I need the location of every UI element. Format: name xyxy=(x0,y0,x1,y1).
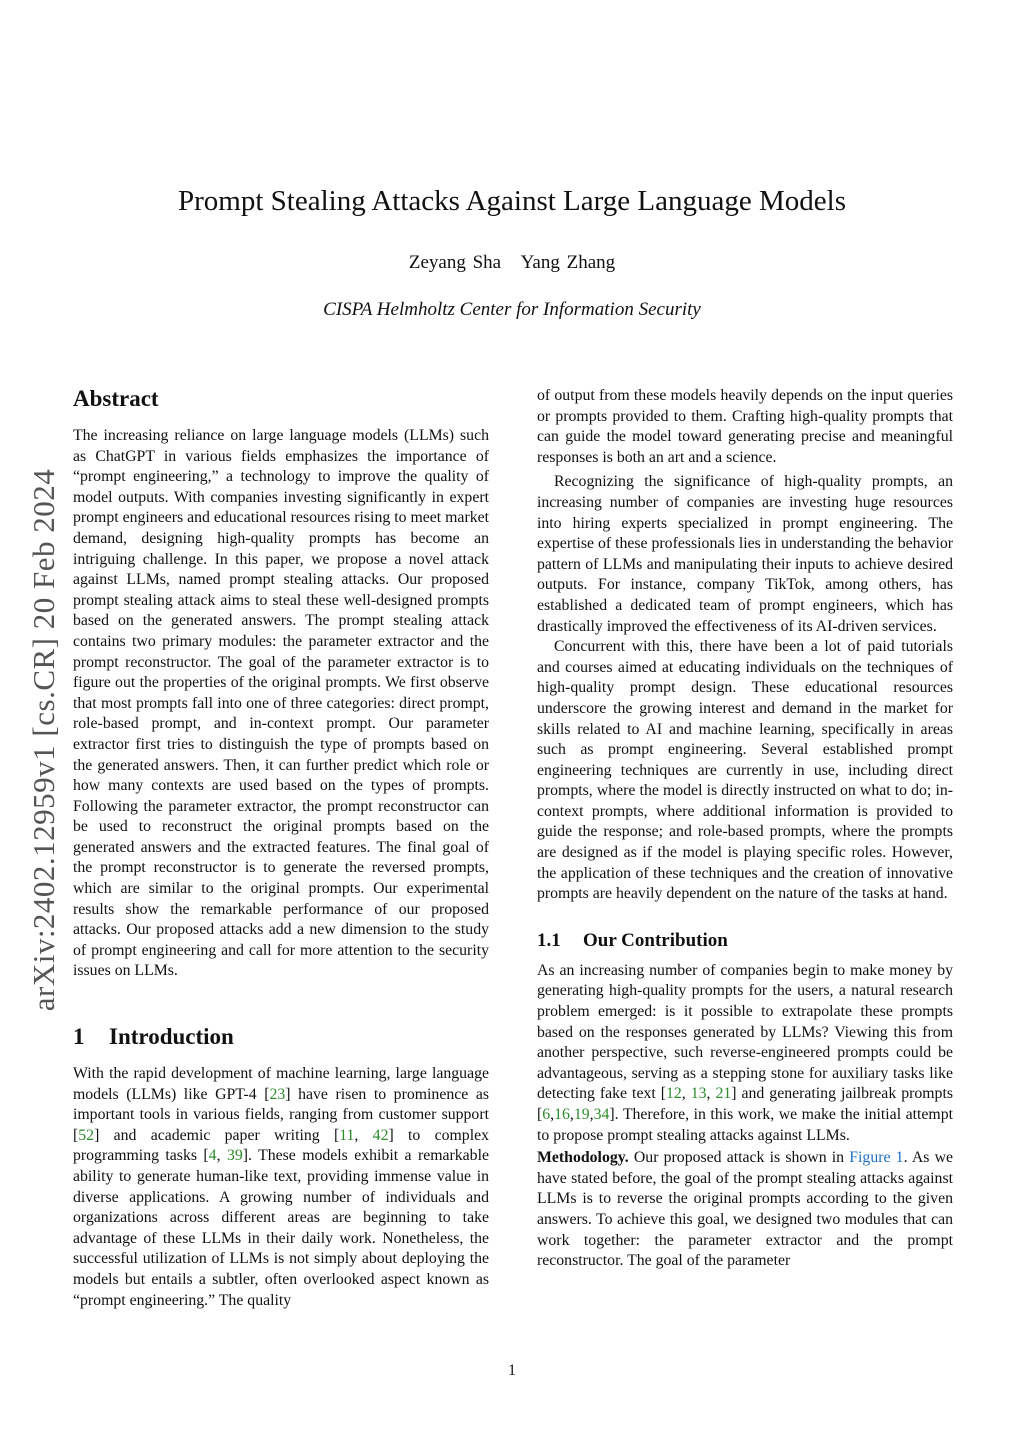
citation-link[interactable]: 19 xyxy=(573,1106,590,1123)
paper-title: Prompt Stealing Attacks Against Large Language Models xyxy=(178,185,846,217)
citation-link[interactable]: 42 xyxy=(372,1126,389,1144)
methodology-paragraph: Methodology. Our proposed attack is shown in Figure 1. As we have stated before, the goal of the prompt stealing attacks against LLMs is to reverse the original prompts according to the given answers. To achieve this goal, we designed two modules that can work together: the parameter extractor and the prompt reconstructor. The goal of the parameter xyxy=(537,1149,953,1270)
figure-link[interactable]: Figure 1 xyxy=(849,1149,904,1167)
citation-link[interactable]: 12 xyxy=(666,1085,682,1103)
right-column xyxy=(537,386,953,1272)
citation-link[interactable]: 52 xyxy=(78,1126,95,1144)
page-number: 1 xyxy=(508,1362,516,1379)
paper-affiliation: CISPA Helmholtz Center for Information Security xyxy=(323,299,701,320)
subsection-number: 1.1 xyxy=(537,929,561,951)
citation-link[interactable]: 16 xyxy=(554,1106,570,1123)
abstract-text: The increasing reliance on large language models (LLMs) such as ChatGPT in various fields emphasizes the importance of “prompt engineering,” a technology to improve the quality of model outputs. With companies investing significantly in expert prompt engineers and educational resources rising to meet market demand, designing high-quality prompts has become an intriguing challenge. In this paper, we propose a novel attack against LLMs, named prompt stealing attacks. Our proposed prompt stealing attack aims to steal these well-designed prompts based on the generated answers. The prompt stealing attack contains two primary modules: the parameter extractor and the prompt reconstructor. The goal of the parameter extractor is to figure out the properties of the original prompts. We first observe that most prompts fall into one of three categories: direct prompt, role-based prompt, and in-context prompt. Our parameter extractor first tries to distinguish the type of prompts based on the generated answers. Then, it can further predict which role or how many contexts are used based on the types of prompts. Following the parameter extractor, the prompt reconstructor can be used to reconstruct the original prompts based on the generated answers and the extracted features. The final goal of the prompt reconstructor is to generate the reversed prompts, which are similar to the original prompts. Our experimental results show the remarkable performance of our proposed attacks. Our proposed attacks add a new dimension to the study of prompt engineering and call for more attention to the security issues on LLMs. xyxy=(73,427,489,980)
citation-link[interactable]: 21 xyxy=(715,1085,732,1103)
arxiv-id: arXiv:2402.12959v1 [cs.CR] 20 Feb 2024 xyxy=(26,468,61,1012)
intro-paragraph-1: With the rapid development of machine learning, large language models (LLMs) like GPT-4 [23] have risen to prominence as important tools in various fields, ranging from customer support [52] and academic paper writing [11, 42] to complex programming tasks [4, 39]. These models exhibit a remarkable ability to generate human-like text, providing immense value in diverse applications. A growing number of individuals and organizations across different areas are beginning to take advantage of these LLMs in their daily work. Nonetheless, the successful utilization of LLMs is not simply about deploying the models but entails a subtler, often overlooked aspect known as “prompt engineering.” The quality xyxy=(73,1065,489,1309)
section-number: 1 xyxy=(73,1024,85,1050)
paper-authors: Zeyang Sha Yang Zhang xyxy=(408,252,616,273)
intro-paragraph-1-continued: of output from these models heavily depends on the input queries or prompts provided to them. Crafting high-quality prompts that can guide the model toward generating precise and meaningful responses is both an art and a science. xyxy=(537,387,953,466)
intro-paragraph-2: Recognizing the significance of high-quality prompts, an increasing number of companies are investing huge resources into hiring experts specialized in prompt engineering. The expertise of these professionals lies in understanding the behavior pattern of LLMs and manipulating their inputs to achieve desired outputs. For instance, company TikTok, among others, has established a dedicated team of prompt engineers, which has drastically improved the effectiveness of its AI-driven services. xyxy=(537,473,953,635)
citation-link[interactable]: 6 xyxy=(542,1106,551,1123)
citation-link[interactable]: 11 xyxy=(339,1126,355,1144)
intro-heading xyxy=(73,1022,489,1052)
citation-link[interactable]: 23 xyxy=(269,1085,286,1103)
subsection-title: Our Contribution xyxy=(583,929,728,951)
citation-link[interactable]: 34 xyxy=(593,1106,610,1123)
abstract-heading: Abstract xyxy=(73,386,159,411)
citation-link[interactable]: 13 xyxy=(690,1085,707,1103)
left-column xyxy=(73,384,489,1311)
contribution-heading xyxy=(537,929,953,953)
citation-link[interactable]: 4 xyxy=(208,1147,217,1165)
methodology-label: Methodology. xyxy=(537,1149,629,1167)
citation-link[interactable]: 39 xyxy=(226,1147,243,1165)
section-title: Introduction xyxy=(109,1024,234,1050)
contribution-paragraph-1: As an increasing number of companies begin to make money by generating high-quality prompts for the users, a natural research problem emerged: is it possible to extrapolate these prompts based on the responses generated by LLMs? Viewing this from another perspective, such reverse-engineered prompts could be advantageous, serving as a stepping stone for auxiliary tasks like detecting fake text [12, 13, 21] and generating jailbreak prompts [6,16,19,34]. Therefore, in this work, we make the initial attempt to propose prompt stealing attacks against LLMs. xyxy=(537,961,953,1144)
intro-paragraph-3: Concurrent with this, there have been a lot of paid tutorials and courses aimed at educating individuals on the techniques of high-quality prompt design. These educational resources underscore the growing interest and demand in the market for skills related to AI and machine learning, specifically in areas such as prompt engineering. Several established prompt engineering techniques are currently in use, including direct prompts, where the model is directly instructed on what to do; in-context prompts, where additional information is provided to guide the response; and role-based prompts, where the prompts are designed as if the model is playing specific roles. However, the application of these techniques and the creation of innovative prompts are heavily dependent on the nature of the tasks at hand. xyxy=(537,638,953,903)
